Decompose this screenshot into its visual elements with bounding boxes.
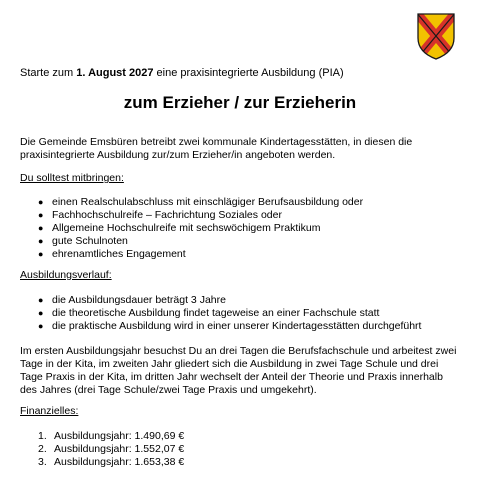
list-item: 1. Ausbildungsjahr: 1.490,69 €: [38, 430, 185, 442]
list-item: ● ehrenamtliches Engagement: [38, 248, 186, 260]
list-item: ● die Ausbildungsdauer beträgt 3 Jahre: [38, 294, 226, 306]
intro-prefix: Starte zum: [20, 67, 77, 79]
list-item: 3. Ausbildungsjahr: 1.653,38 €: [38, 456, 185, 468]
description-paragraph: Die Gemeinde Emsbüren betreibt zwei kommunale Kindertagesstätten, in diesen die praxisintegrierte Ausbildung zur/zum Erzieher/in angeboten werden.: [20, 136, 413, 161]
bullet-icon: ●: [38, 236, 44, 246]
bullet-icon: ●: [38, 223, 44, 233]
list-item: ● gute Schulnoten: [38, 235, 128, 247]
bullet-icon: ●: [38, 308, 44, 318]
intro-line: [20, 66, 344, 80]
list-item: ● die theoretische Ausbildung findet tageweise an einer Fachschule statt: [38, 307, 380, 319]
finance-list: [38, 430, 184, 469]
intro-suffix: eine praxisintegrierte Ausbildung (PIA): [153, 67, 344, 79]
list-item: ● Allgemeine Hochschulreife mit sechswöchigem Praktikum: [38, 222, 321, 234]
course-list: [38, 294, 421, 333]
bullet-icon: ●: [38, 321, 44, 331]
list-item: ● einen Realschulabschluss mit einschlägiger Berufsausbildung oder: [38, 196, 364, 208]
course-heading: Ausbildungsverlauf:: [20, 269, 112, 281]
finance-heading: Finanzielles:: [20, 405, 79, 417]
bullet-icon: ●: [38, 249, 44, 259]
coat-of-arms-icon: [416, 12, 456, 60]
schedule-paragraph: Im ersten Ausbildungsjahr besuchst Du an drei Tagen die Berufsfachschule und arbeitest zwei Tage in der Kita, im zweiten Jahr gliedert sich die Ausbildung in zwei Tage Schule und drei Tage Praxis in der Kita, im dritten Jahr wechselt der Anteil der Theorie und Praxis innerhalb des Jahres (drei Tage Schule/zwei Tage Praxis und umgekehrt).: [20, 345, 457, 396]
list-item: ● Fachhochschulreife – Fachrichtung Soziales oder: [38, 209, 282, 221]
intro-date: 1. August 2027: [76, 67, 154, 79]
requirements-list: [38, 196, 363, 261]
bullet-icon: ●: [38, 295, 44, 305]
bullet-icon: ●: [38, 210, 44, 220]
page-title: zum Erzieher / zur Erzieherin: [123, 93, 357, 112]
list-item: 2. Ausbildungsjahr: 1.552,07 €: [38, 443, 185, 455]
bullet-icon: ●: [38, 197, 44, 207]
list-item: ● die praktische Ausbildung wird in einer unserer Kindertagesstätten durchgeführt: [38, 320, 422, 332]
requirements-heading: Du solltest mitbringen:: [20, 172, 124, 184]
